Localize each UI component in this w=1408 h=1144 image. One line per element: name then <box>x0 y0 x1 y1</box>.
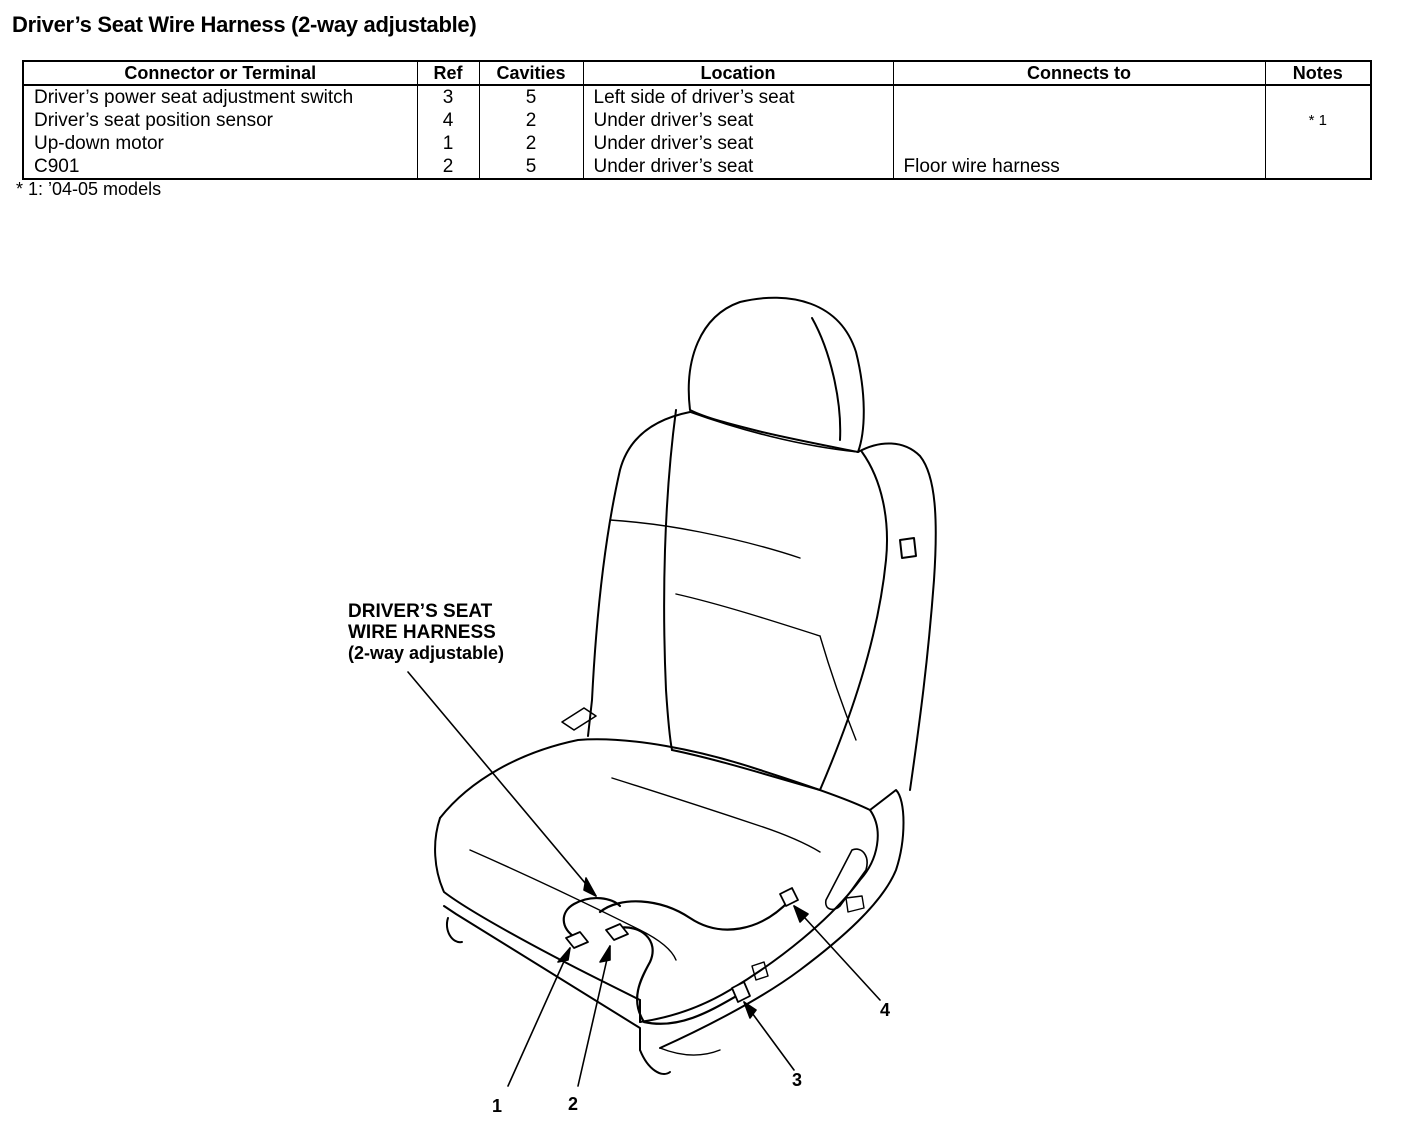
callout-1: 1 <box>492 1096 503 1116</box>
harness-label-line3: (2-way adjustable) <box>348 643 505 663</box>
cell-connector: Driver’s seat position sensor <box>34 110 274 131</box>
header-notes: Notes <box>1265 61 1371 85</box>
harness-label-line2: WIRE HARNESS <box>348 622 496 643</box>
cell-ref: 2 <box>417 155 479 179</box>
header-cavities: Cavities <box>479 61 583 85</box>
cell-notes: * 1 <box>1265 85 1371 155</box>
leader-lines <box>408 672 880 1086</box>
callout-2: 2 <box>568 1094 579 1114</box>
cell-cavities: 5 <box>479 155 583 179</box>
callout-4: 4 <box>880 1000 891 1020</box>
callout-3: 3 <box>792 1070 803 1090</box>
cell-connects-to: Floor wire harness <box>893 155 1265 179</box>
wire-harness <box>564 898 790 1024</box>
cell-ref: 4 <box>417 109 479 132</box>
seat-base-trim <box>444 790 904 1074</box>
seatback <box>562 410 936 790</box>
connector-1 <box>566 932 588 948</box>
footnote: * 1: ’04-05 models <box>16 179 162 199</box>
harness-label-line1: DRIVER’S SEAT <box>348 601 493 622</box>
connector-4 <box>780 888 798 906</box>
header-location: Location <box>583 61 893 85</box>
page-title: Driver’s Seat Wire Harness (2-way adjustable) <box>12 12 477 37</box>
cell-cavities: 2 <box>479 132 583 155</box>
cell-ref: 3 <box>417 85 479 109</box>
cell-connector: Up-down motor <box>34 133 164 154</box>
header-connector: Connector or Terminal <box>23 61 417 85</box>
seat-cushion <box>435 739 878 1022</box>
harness-label <box>348 601 504 664</box>
cell-location: Under driver’s seat <box>583 155 893 179</box>
connector-3 <box>732 982 750 1002</box>
cell-location: Left side of driver’s seat <box>583 85 893 109</box>
header-connects-to: Connects to <box>893 61 1265 85</box>
header-ref: Ref <box>417 61 479 85</box>
cell-ref: 1 <box>417 132 479 155</box>
cell-cavities: 5 <box>479 85 583 109</box>
headrest <box>689 298 864 452</box>
cell-connector: C901 <box>34 156 80 177</box>
cell-location: Under driver’s seat <box>583 109 893 132</box>
cell-cavities: 2 <box>479 109 583 132</box>
cell-location: Under driver’s seat <box>583 132 893 155</box>
cell-connector: Driver’s power seat adjustment switch <box>34 87 354 108</box>
